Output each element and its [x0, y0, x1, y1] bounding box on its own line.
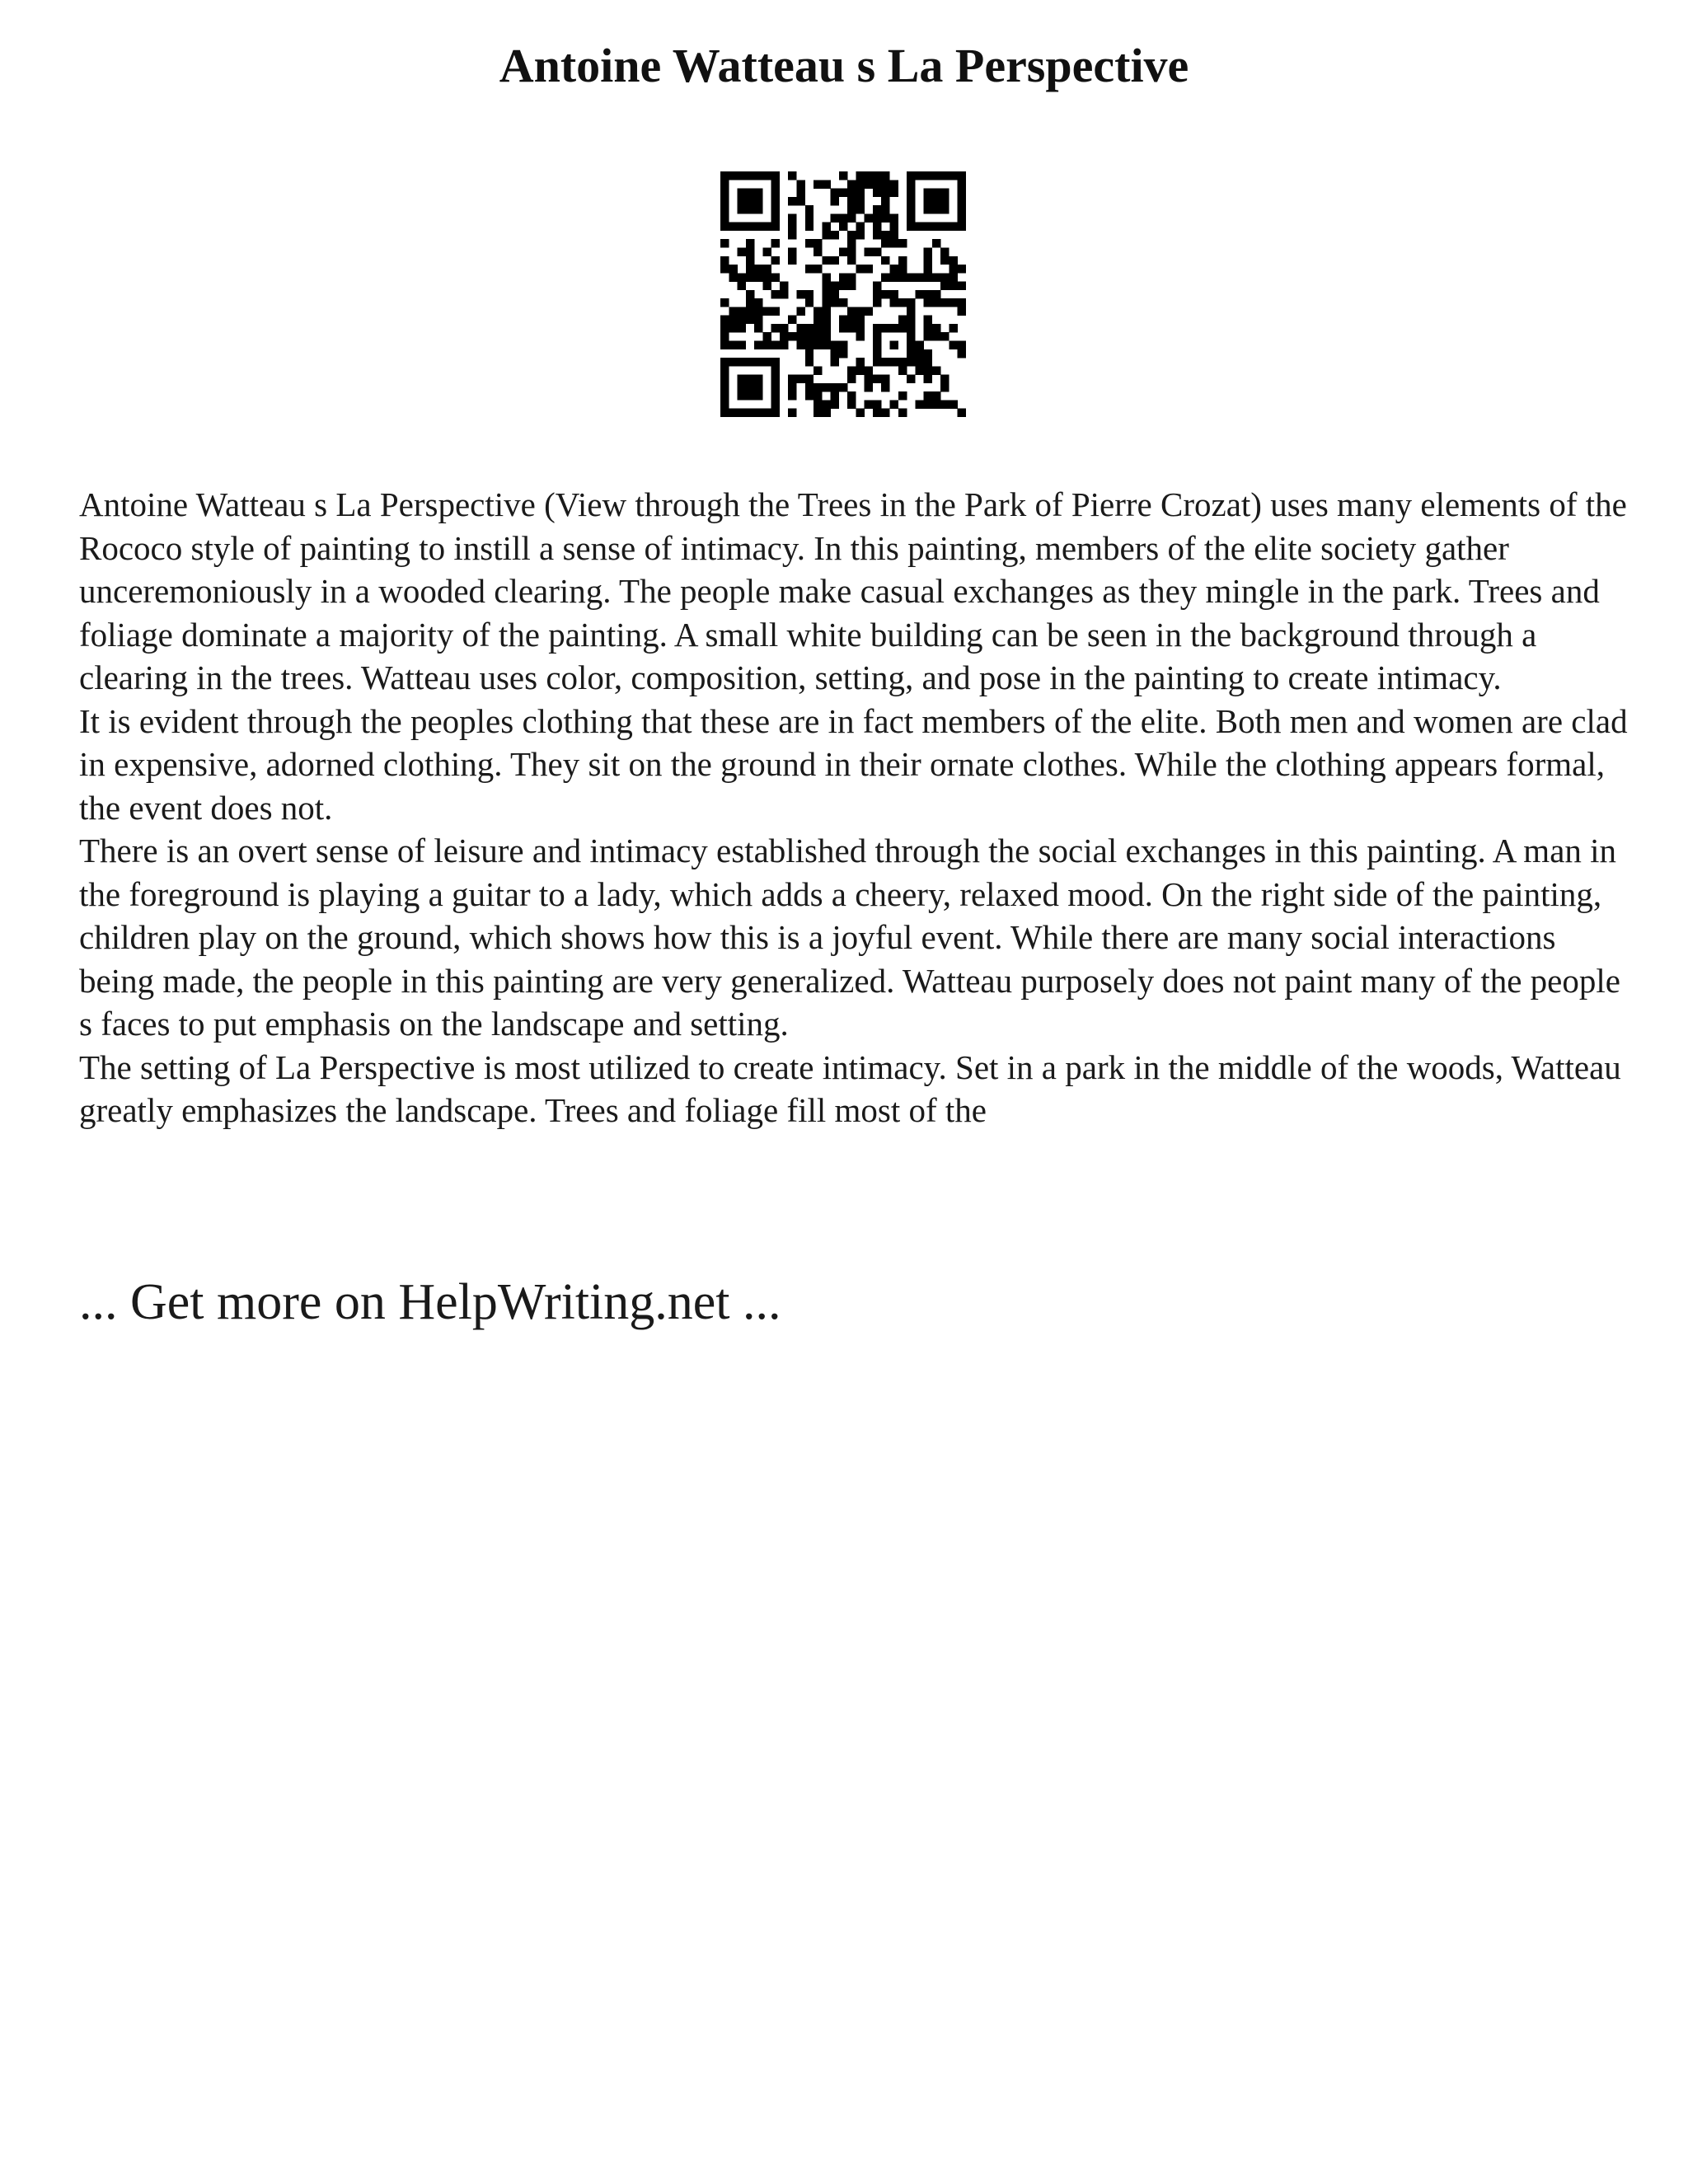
qr-code-icon[interactable]: [720, 171, 966, 417]
document-body: [79, 483, 1629, 1132]
paragraph-leisure: There is an overt sense of leisure and intimacy established through the social exchanges in this painting. A man in the foreground is playing a guitar to a lady, which adds a cheery, relaxed mood. On the right side of the painting, children play on the ground, which shows how this is a joyful event. While there are many social interactions being made, the people in this painting are very generalized. Watteau purposely does not paint many of the people s faces to put emphasis on the landscape and setting.: [79, 832, 1620, 1043]
paragraph-intro: Antoine Watteau s La Perspective (View through the Trees in the Park of Pierre Crozat) uses many elements of the Rococo style of painting to instill a sense of intimacy. In this painting, members of the elite society gather unceremoniously in a wooded clearing. The people make casual exchanges as they mingle in the park. Trees and foliage dominate a majority of the painting. A small white building can be seen in the background through a clearing in the trees. Watteau uses color, composition, setting, and pose in the painting to create intimacy.: [79, 485, 1627, 696]
document-title: Antoine Watteau s La Perspective: [499, 39, 1189, 92]
paragraph-clothing: It is evident through the peoples clothing that these are in fact members of the elite. Both men and women are clad in expensive, adorned clothing. They sit on the ground in their ornate clothes. While the clothing appears formal, the event does not.: [79, 701, 1628, 827]
get-more-link[interactable]: ... Get more on HelpWriting.net ...: [79, 1274, 781, 1330]
paragraph-setting: The setting of La Perspective is most utilized to create intimacy. Set in a park in the middle of the woods, Watteau greatly emphasizes the landscape. Trees and foliage fill most of the: [79, 1047, 1621, 1129]
qr-code-graphic: [720, 171, 966, 417]
